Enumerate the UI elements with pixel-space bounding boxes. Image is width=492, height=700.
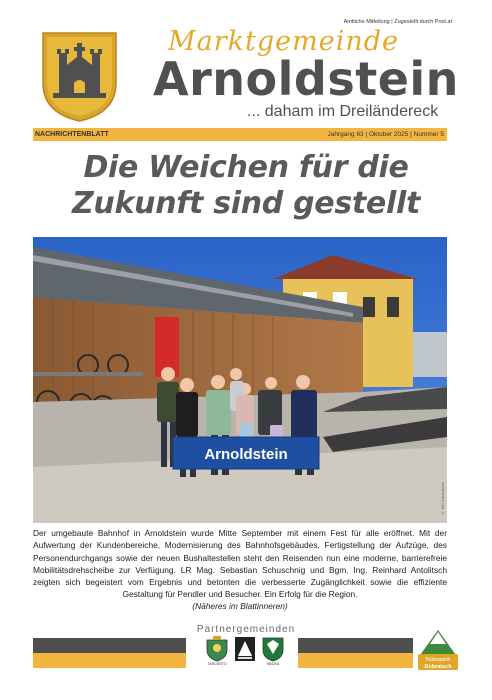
naturpark-line-1: Naturpark xyxy=(425,657,451,663)
photo-credit: © MG Arnoldstein xyxy=(440,481,445,515)
headline-line-2: Zukunft sind gestellt xyxy=(71,186,420,221)
issue-info-bar xyxy=(33,128,447,141)
banner-text: Arnoldstein xyxy=(204,446,288,463)
partner-tarcento-label: TARCENTO xyxy=(207,662,227,666)
footer-stripe-gray-left xyxy=(33,638,186,653)
naturpark-line-2: Dobratsch xyxy=(424,664,452,670)
footer-stripe-gray-right xyxy=(298,638,413,653)
page-headline xyxy=(0,150,492,222)
partner-crest-icon xyxy=(234,636,256,664)
partner-medea xyxy=(261,636,285,670)
issue-label: Jahrgang 63 | Oktober 2025 | Nummer 5 xyxy=(327,131,444,138)
partners-title: Partnergemeinden xyxy=(196,624,296,635)
footer-stripe-gold-right xyxy=(298,653,413,668)
station-photo xyxy=(33,237,447,523)
headline-line-1: Die Weichen für die xyxy=(83,150,409,185)
partner-second xyxy=(234,636,256,670)
official-notice: Amtliche Mitteilung | Zugestellt durch Post.at xyxy=(343,19,452,25)
tarcento-crest-icon xyxy=(205,636,229,662)
partner-logos xyxy=(201,636,289,670)
brand-name: Arnoldstein xyxy=(153,52,459,106)
brand-tagline: ... daham im Dreiländereck xyxy=(247,103,439,120)
naturpark-dobratsch-logo xyxy=(416,624,460,672)
coat-of-arms-logo xyxy=(41,31,118,123)
photo-caption: Der umgebaute Bahnhof in Arnoldstein wurde Mitte September mit einem Fest für alle eröffnet. Mit der Aufwertung der Kundenbereiche, Modernisierung des Bahnhofsgebäudes, Fertigstellung der Aufzüge, des Personendurchgangs sowie der neuen Bushaltestellen steht den Reisenden nun eine moderne, barrierefreie Mobilitätsdrehscheibe zur Verfügung. LR Mag. Sebastian Schuschnig und Bgm. Ing. Reinhard Antolitsch zeigten sich begeistert vom Ergebnis und betonten die verbesserte Zugänglichkeit sowie die effiziente Gestaltung für Pendler und Besucher. Ein Erfolg für die Region. xyxy=(33,528,447,600)
brand-script-title: Marktgemeinde xyxy=(168,26,399,57)
medea-crest-icon xyxy=(261,636,285,662)
partner-tarcento xyxy=(205,636,229,670)
footer-stripe-gold-left xyxy=(33,653,186,668)
partner-medea-label: MEDEA xyxy=(266,662,280,666)
caption-note: (Näheres im Blattinneren) xyxy=(192,601,288,611)
newsletter-label: NACHRICHTENBLATT xyxy=(35,131,109,138)
